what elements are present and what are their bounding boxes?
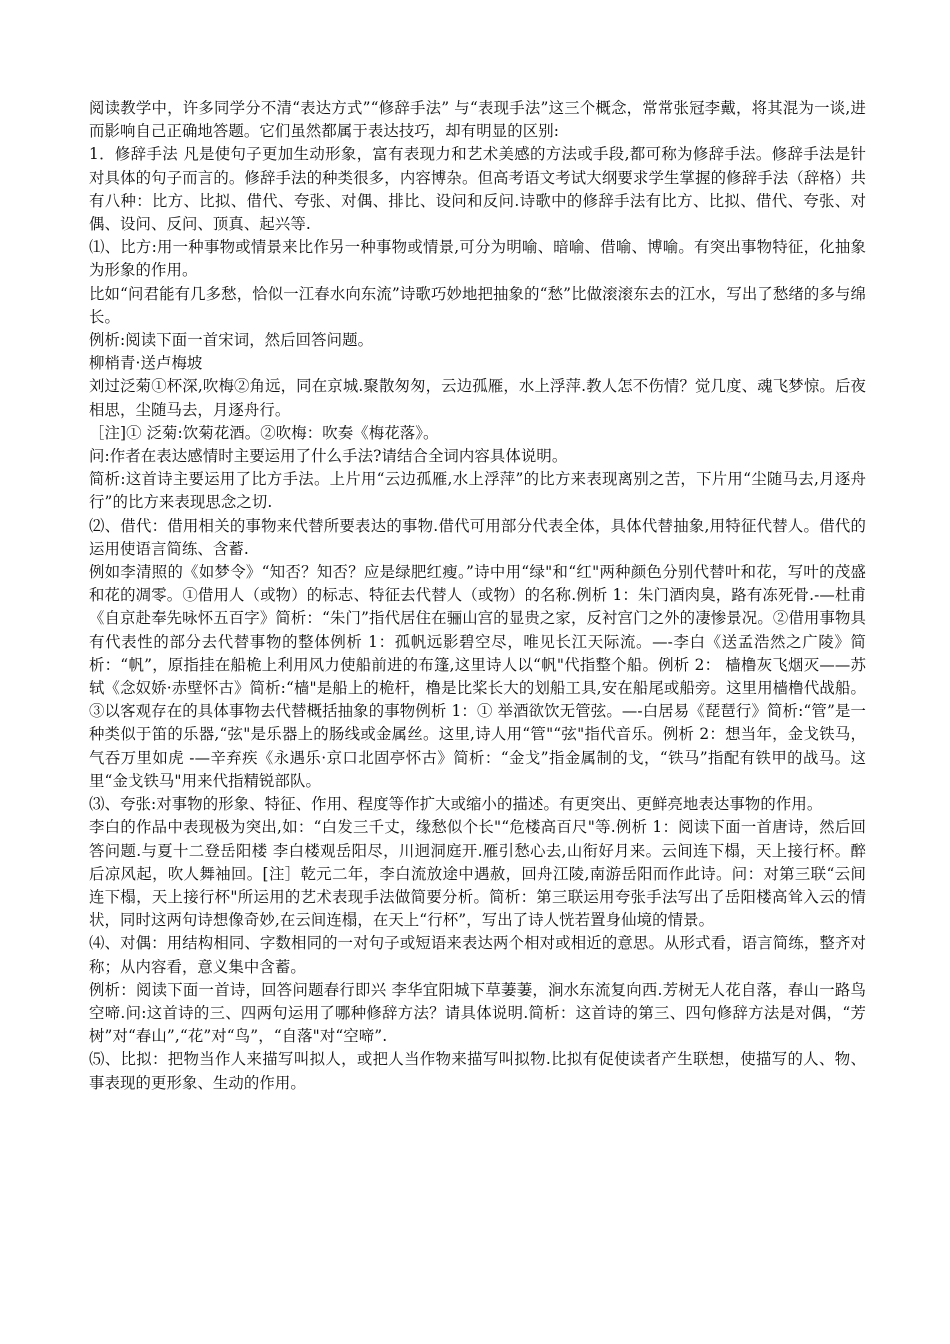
hyperbole-definition: ⑶、夸张:对事物的形象、特征、作用、程度等作扩大或缩小的描述。有更突出、更鲜亮地表达事物的作用。 [89, 795, 823, 814]
antithesis-example: 例析：阅读下面一首诗，回答问题春行即兴 李华宜阳城下草萋萋，涧水东流复向西.芳树无人花自落，春山一路鸟空啼.问:这首诗的三、四两句运用了哪种修辞方法？请具体说明.简析：这首诗的第三、四句修辞方法是对偶，“芳树”对“春山”,“花”对“鸟”，“自落"对“空啼”. [89, 980, 866, 1046]
personification-definition: ⑸、比拟：把物当作人来描写叫拟人，或把人当作物来描写叫拟物.比拟有促使读者产生联想，使描写的人、物、事表现的更形象、生动的作用。 [89, 1050, 866, 1092]
analysis: 简析:这首诗主要运用了比方手法。上片用“云边孤雁,水上浮萍”的比方来表现离别之苦，下片用“尘随马去,月逐舟行”的比方来表现思念之切. [89, 470, 866, 512]
example-prompt: 例析:阅读下面一首宋词，然后回答问题。 [89, 331, 374, 350]
intro-paragraph: 阅读教学中，许多同学分不清“表达方式”“修辞手法” 与“表现手法”这三个概念，常常张冠李戴，将其混为一谈,进而影响自己正确地答题。它们虽然都属于表达技巧，却有明显的区别: [89, 99, 866, 141]
metonymy-examples: 例如李清照的《如梦令》“知否？知否？应是绿肥红瘦。”诗中用“绿"和“红"两种颜色分别代替叶和花，写叶的茂盛和花的凋零。①借用人（或物）的标志、特征去代替人（或物）的名称.例析 1：朱门酒肉臭，路有冻死骨.-—杜甫《自京赴奉先咏怀五百字》简析：“朱门”指代居住在骊山宫的显贵之家，反衬宫门之外的凄惨景况。②借用事物具有代表性的部分去代替事物的整体例析 1：孤帆远影碧空尽，唯见长江天际流。—-李白《送孟浩然之广陵》简析：“帆”，原指挂在船桅上利用风力使船前进的布篷,这里诗人以“帆"代指整个船。例析 2： 樯橹灰飞烟灭——苏轼《念奴娇·赤壁怀古》简析:“樯"是船上的桅杆，橹是比桨长大的划船工具,安在船尾或船旁。这里用樯橹代战船。③以客观存在的具体事物去代替概括抽象的事物例析 1：① 举酒欲饮无管弦。—-白居易《琵琶行》简析:“管”是一种类似于笛的乐器,“弦"是乐器上的肠线或金属丝。这里,诗人用“管"“弦"指代音乐。例析 2：想当年，金戈铁马，气吞万里如虎 -—辛弃疾《永遇乐·京口北固亭怀古》简析：“金戈”指金属制的戈，“铁马”指配有铁甲的战马。这里“金戈铁马"用来代指精锐部队。 [89, 563, 866, 790]
simile-definition: ⑴、比方:用一种事物或情景来比作另一种事物或情景,可分为明喻、暗喻、借喻、博喻。有突出事物特征，化抽象为形象的作用。 [89, 238, 866, 280]
poem-note: ［注]① 泛菊:饮菊花酒。②吹梅：吹奏《梅花落》。 [89, 423, 439, 442]
metonymy-definition: ⑵、借代：借用相关的事物来代替所要表达的事物.借代可用部分代表全体，具体代替抽象,用特征代替人。借代的运用使语言简练、含蓄. [89, 516, 866, 558]
antithesis-definition: ⑷、对偶：用结构相同、字数相同的一对句子或短语来表达两个相对或相近的意思。从形式看，语言简练，整齐对称；从内容看，意义集中含蓄。 [89, 934, 866, 976]
question: 问:作者在表达感情时主要运用了什么手法?请结合全词内容具体说明。 [89, 447, 568, 466]
hyperbole-examples: 李白的作品中表现极为突出,如：“白发三千丈，缘愁似个长"“危楼高百尺"等.例析 1：阅读下面一首唐诗，然后回答问题.与夏十二登岳阳楼 李白楼观岳阳尽，川迥洞庭开.雁引愁心去,山衔好月来。云间连下榻，天上接行杯。醉后凉风起，吹人舞袖回。[注］乾元二年，李白流放途中遇赦，回舟江陵,南游岳阳而作此诗。问：对第三联“云间连下榻，天上接行杯"所运用的艺术表现手法做简要分析。简析：第三联运用夸张手法写出了岳阳楼高耸入云的情状，同时这两句诗想像奇妙,在云间连榻，在天上“行杯”，写出了诗人恍若置身仙境的情景。 [89, 818, 866, 930]
rhetoric-definition: 1．修辞手法 凡是使句子更加生动形象，富有表现力和艺术美感的方法或手段,都可称为修辞手法。修辞手法是针对具体的句子而言的。修辞手法的种类很多，内容博杂。但高考语文考试大纲要求学生掌握的修辞手法（辞格）共有八种：比方、比拟、借代、夸张、对偶、排比、设问和反问.诗歌中的修辞手法有比方、比拟、借代、夸张、对偶、设问、反问、顶真、起兴等. [89, 145, 866, 234]
poem-title: 柳梢青·送卢梅坡 [89, 354, 203, 373]
poem-text: 刘过泛菊①杯深,吹梅②角远，同在京城.聚散匆匆，云边孤雁，水上浮萍.教人怎不伤情？觉几度、魂飞梦惊。后夜相思，尘随马去，月逐舟行。 [89, 377, 866, 419]
simile-example: 比如“问君能有几多愁，恰似一江春水向东流”诗歌巧妙地把抽象的“愁”比做滚滚东去的江水，写出了愁绪的多与绵长。 [89, 284, 866, 326]
